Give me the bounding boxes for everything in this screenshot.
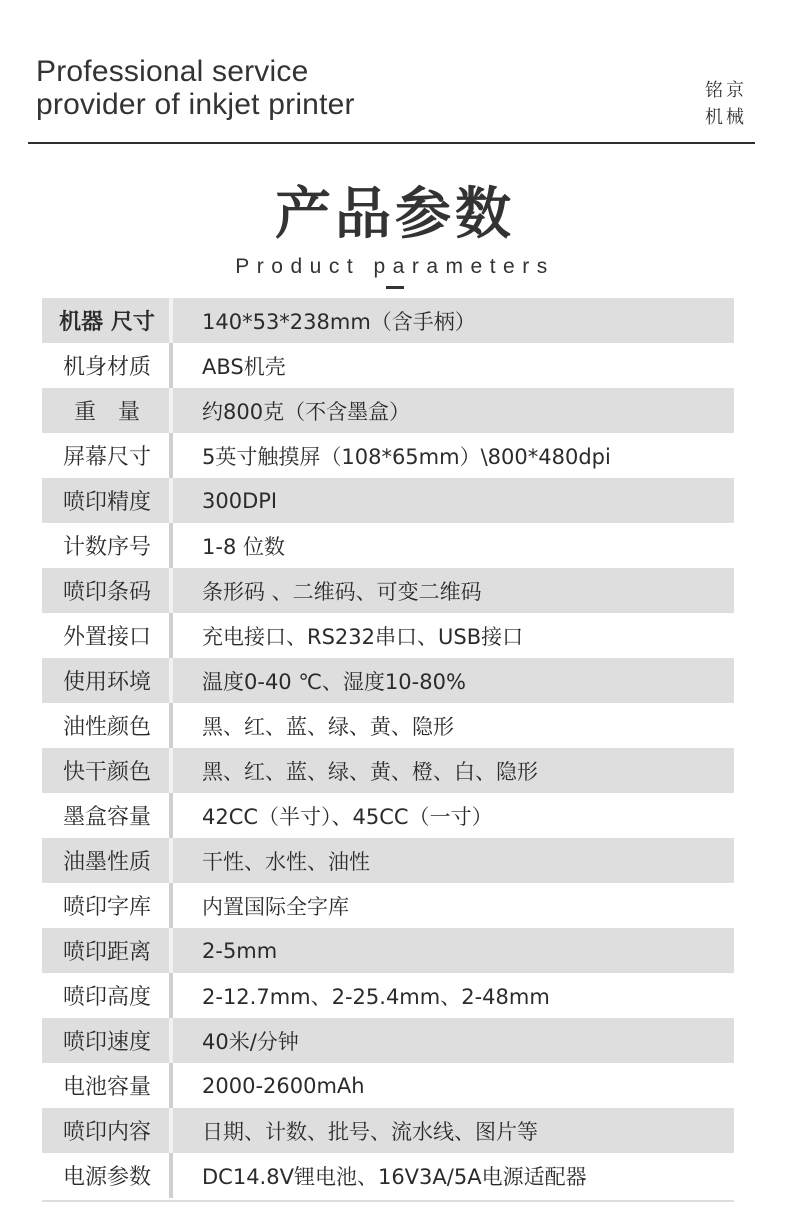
- spec-label: 电池容量: [62, 1075, 151, 1100]
- spec-label: 外置接口: [62, 625, 151, 650]
- spec-value: 140*53*238mm（含手柄）: [202, 309, 476, 334]
- spec-label: 喷印距离: [62, 940, 151, 965]
- company-tagline: Professional service provider of inkjet printer: [36, 55, 355, 121]
- spec-value: 干性、水性、油性: [202, 849, 370, 874]
- spec-row: [42, 613, 734, 658]
- spec-row: [42, 883, 734, 928]
- spec-value: 条形码 、二维码、可变二维码: [202, 579, 482, 604]
- spec-label: 喷印字库: [62, 895, 151, 920]
- brand-line-2: 机械: [705, 107, 747, 128]
- brand-name: [702, 77, 750, 131]
- spec-label: 使用环境: [62, 670, 151, 695]
- spec-row: [42, 928, 734, 973]
- title-accent-bar: [386, 286, 404, 289]
- spec-label: 喷印条码: [62, 580, 151, 605]
- spec-value: 黑、红、蓝、绿、黄、橙、白、隐形: [202, 759, 538, 784]
- spec-label: 油墨性质: [62, 850, 151, 875]
- spec-value: 300DPI: [202, 488, 278, 513]
- spec-label: 机器 尺寸: [59, 310, 155, 335]
- section-title: 产品参数: [275, 182, 515, 247]
- spec-row: [42, 388, 734, 433]
- spec-row: [42, 748, 734, 793]
- spec-row: [42, 298, 734, 343]
- spec-row: [42, 793, 734, 838]
- spec-label: 喷印精度: [62, 490, 151, 515]
- spec-row: [42, 1108, 734, 1153]
- spec-value: 黑、红、蓝、绿、黄、隐形: [202, 714, 454, 739]
- brand-line-1: 铭京: [705, 80, 747, 101]
- section-subtitle: Product parameters: [235, 255, 555, 278]
- spec-row: [42, 1063, 734, 1108]
- header-divider: [28, 142, 755, 144]
- table-bottom-rule: [42, 1200, 734, 1202]
- spec-value: 5英寸触摸屏（108*65mm）\800*480dpi: [202, 444, 611, 469]
- spec-value: 40米/分钟: [202, 1029, 299, 1054]
- spec-value: 温度0-40 ℃、湿度10-80%: [202, 669, 466, 694]
- spec-value: DC14.8V锂电池、16V3A/5A电源适配器: [202, 1164, 587, 1189]
- spec-label: 墨盒容量: [62, 805, 151, 830]
- spec-label: 电源参数: [62, 1165, 151, 1190]
- spec-label: 油性颜色: [62, 715, 151, 740]
- spec-label: 喷印速度: [62, 1030, 151, 1055]
- spec-label: 计数序号: [62, 535, 151, 560]
- spec-label: 屏幕尺寸: [62, 445, 151, 470]
- spec-row: [42, 568, 734, 613]
- spec-row: [42, 838, 734, 883]
- page-header: [0, 0, 790, 145]
- spec-row: [42, 1018, 734, 1063]
- spec-value: 充电接口、RS232串口、USB接口: [202, 624, 524, 649]
- spec-label: 重 量: [73, 400, 140, 425]
- spec-row: [42, 703, 734, 748]
- spec-row: [42, 433, 734, 478]
- spec-value: 内置国际全字库: [202, 894, 349, 919]
- spec-row: [42, 973, 734, 1018]
- spec-row: [42, 1153, 734, 1198]
- spec-value: 2-5mm: [202, 938, 278, 963]
- spec-value: 2-12.7mm、2-25.4mm、2-48mm: [202, 984, 550, 1009]
- spec-value: 42CC（半寸）、45CC（一寸）: [202, 804, 493, 829]
- spec-row: [42, 343, 734, 388]
- spec-label: 快干颜色: [62, 760, 151, 785]
- spec-value: 日期、计数、批号、流水线、图片等: [202, 1119, 538, 1144]
- spec-value: 约800克（不含墨盒）: [202, 399, 411, 424]
- spec-label: 喷印高度: [62, 985, 151, 1010]
- spec-row: [42, 658, 734, 703]
- spec-row: [42, 523, 734, 568]
- spec-value: 2000-2600mAh: [202, 1073, 365, 1098]
- spec-label: 喷印内容: [62, 1120, 151, 1145]
- spec-value: 1-8 位数: [202, 534, 285, 559]
- spec-label: 机身材质: [62, 355, 151, 380]
- spec-row: [42, 478, 734, 523]
- spec-table: [42, 298, 734, 1198]
- spec-value: ABS机壳: [202, 354, 286, 379]
